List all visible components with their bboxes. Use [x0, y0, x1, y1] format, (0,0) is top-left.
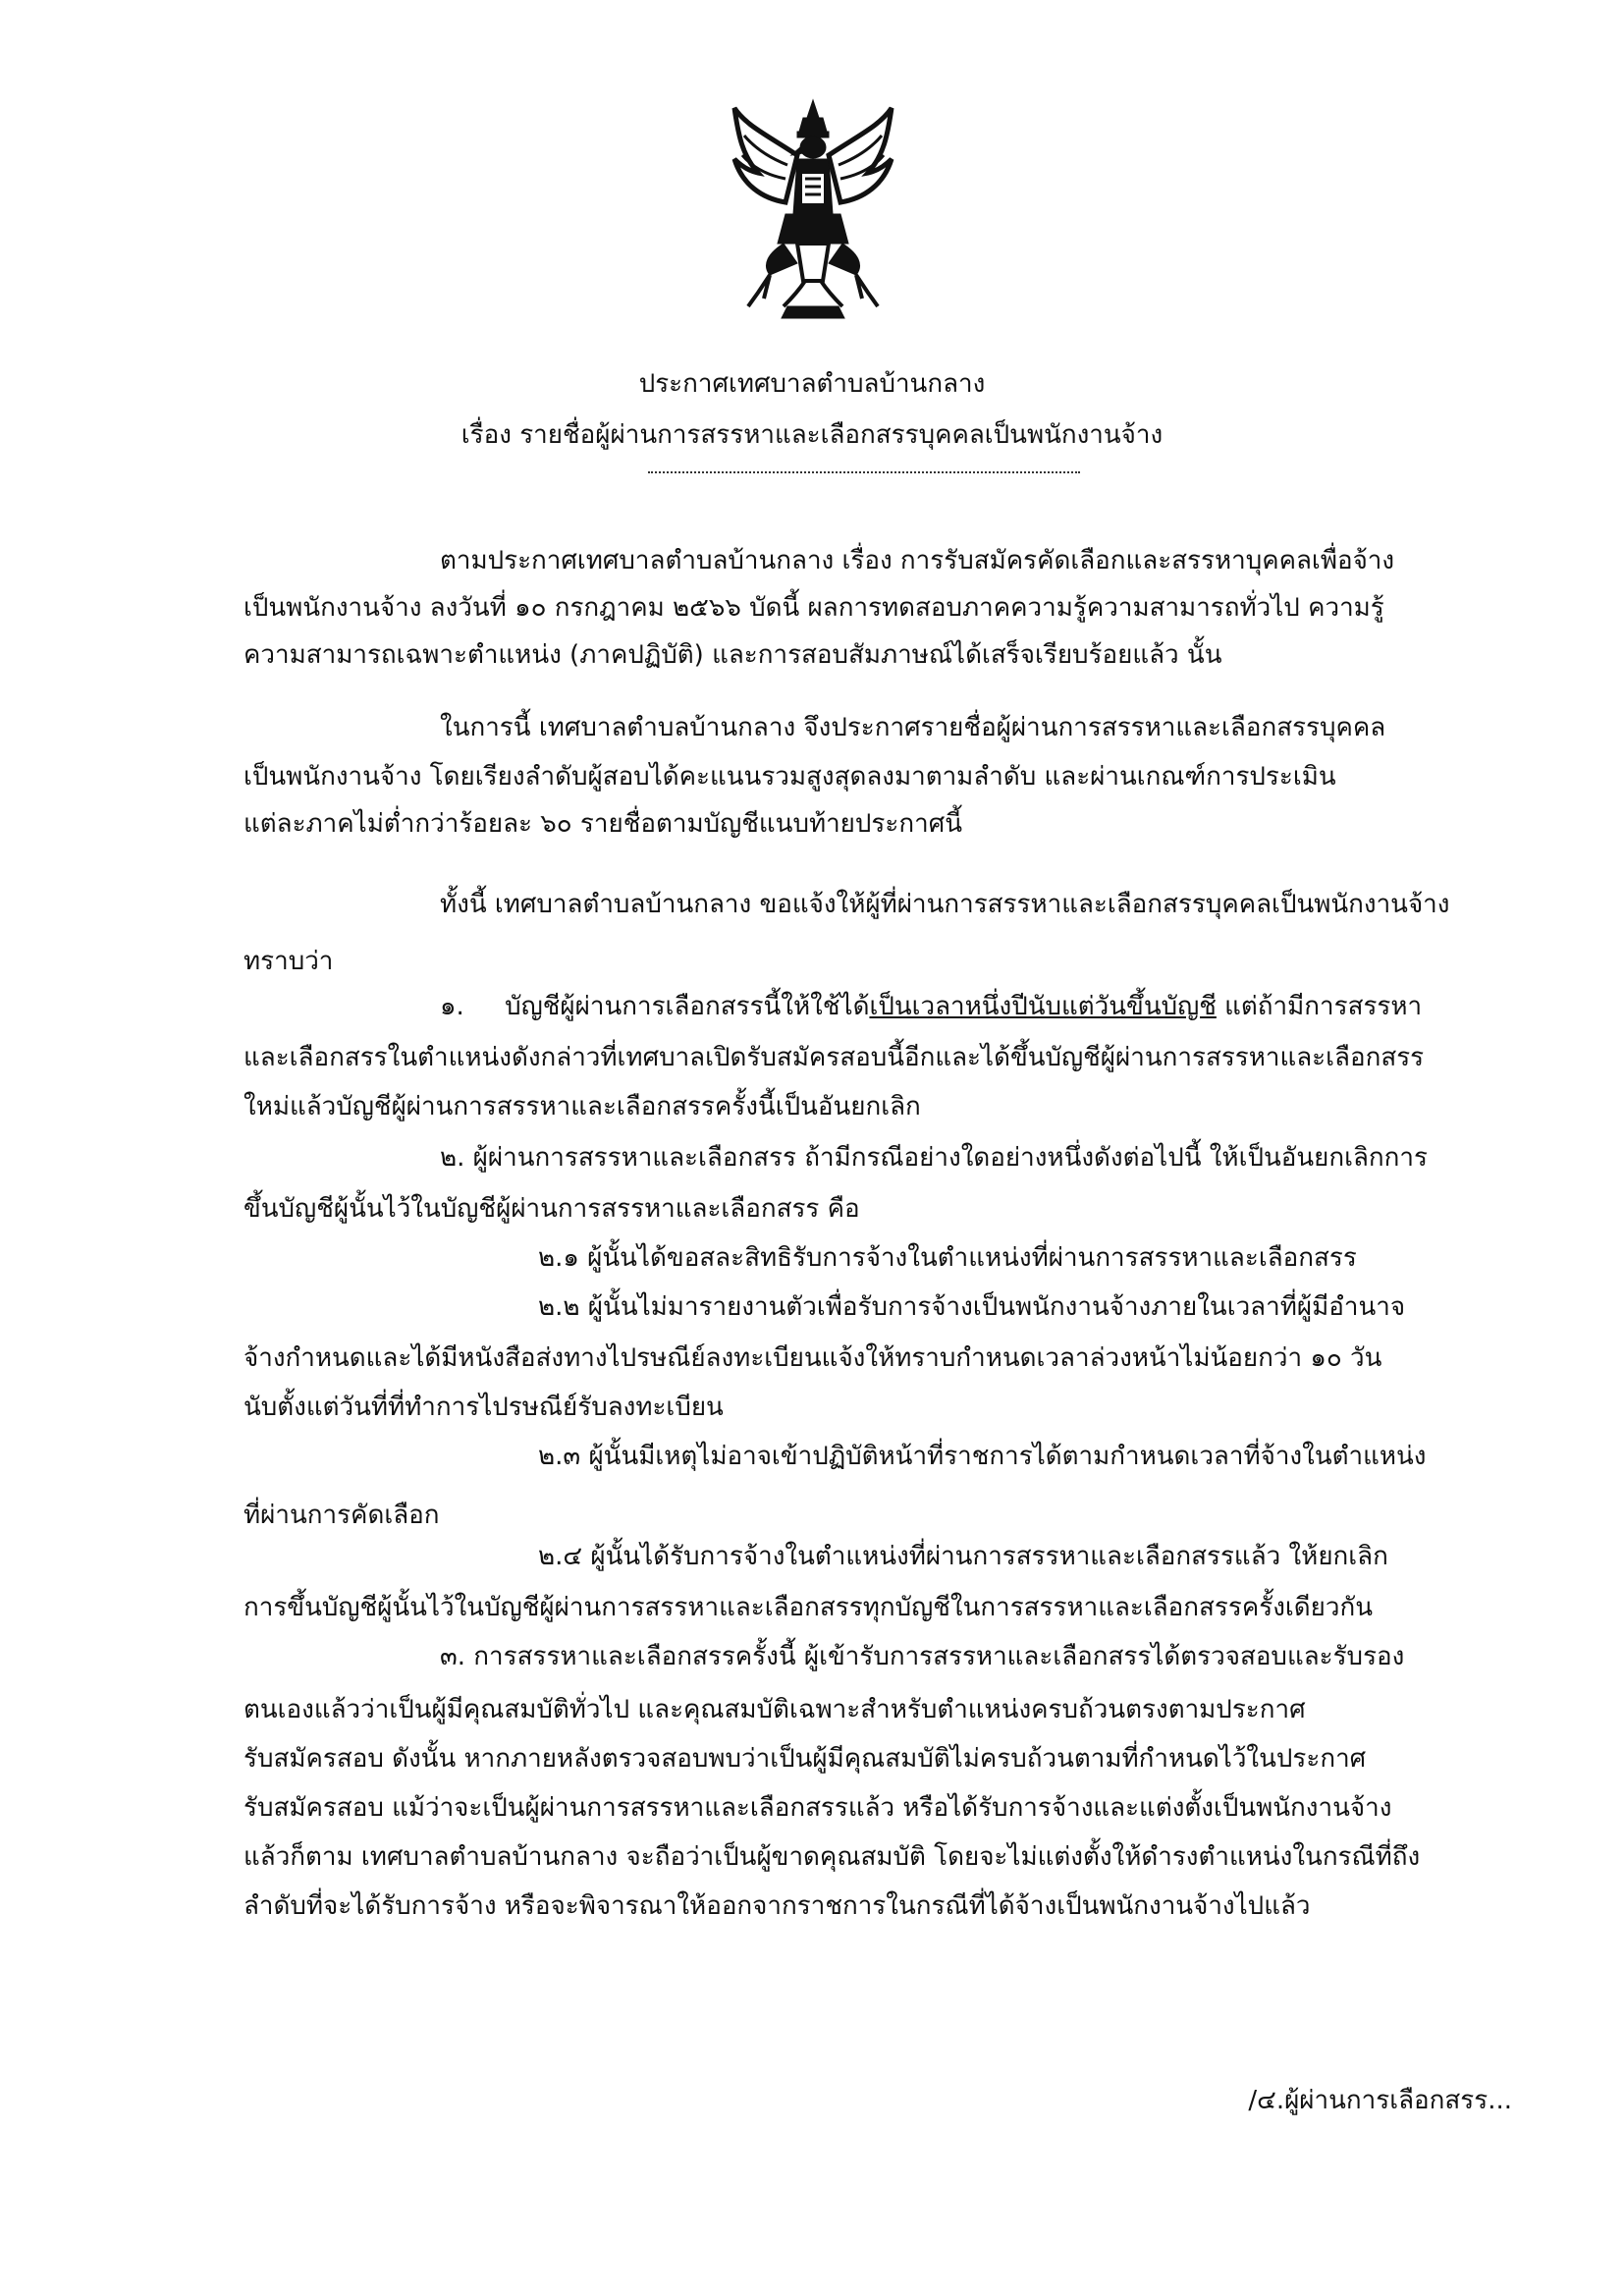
item-1-text: บัญชีผู้ผ่านการเลือกสรรนี้ให้ใช้ได้ — [505, 992, 870, 1021]
item-1-line-1 — [440, 988, 1422, 1025]
item-2-line-2: ขึ้นบัญชีผู้นั้นไว้ในบัญชีผู้ผ่านการสรรหาและเลือกสรร คือ — [244, 1194, 860, 1224]
item-3-line-6: ลำดับที่จะได้รับการจ้าง หรือจะพิจารณาให้ออกจากราชการในกรณีที่ได้จ้างเป็นพนักงานจ้างไปแล้ว — [244, 1891, 1311, 1921]
item-3-line-4: รับสมัครสอบ แม้ว่าจะเป็นผู้ผ่านการสรรหาและเลือกสรรแล้ว หรือได้รับการจ้างและแต่งตั้งเป็นพนักงานจ้าง — [244, 1793, 1392, 1823]
item-2-4-line-1: ๒.๔ ผู้นั้นได้รับการจ้างในตำแหน่งที่ผ่านการสรรหาและเลือกสรรแล้ว ให้ยกเลิก — [538, 1542, 1388, 1571]
item-2-1: ๒.๑ ผู้นั้นได้ขอสละสิทธิรับการจ้างในตำแหน่งที่ผ่านการสรรหาและเลือกสรร — [538, 1243, 1357, 1273]
paragraph-1-line-2: เป็นพนักงานจ้าง ลงวันที่ ๑๐ กรกฎาคม ๒๕๖๖ บัดนี้ ผลการทดสอบภาคความรู้ความสามารถทั่วไป ความรู้ — [244, 593, 1384, 623]
paragraph-1-line-3: ความสามารถเฉพาะตำแหน่ง (ภาคปฏิบัติ) และการสอบสัมภาษณ์ได้เสร็จเรียบร้อยแล้ว นั้น — [244, 640, 1222, 670]
item-1-validity-underlined: เป็นเวลาหนึ่งปีนับแต่วันขึ้นบัญชี — [869, 992, 1217, 1021]
item-1-line-2: และเลือกสรรในตำแหน่งดังกล่าวที่เทศบาลเปิดรับสมัครสอบนี้อีกและได้ขึ้นบัญชีผู้ผ่านการสรรหาและเลือกสรร — [244, 1043, 1425, 1072]
item-1-line-3: ใหม่แล้วบัญชีผู้ผ่านการสรรหาและเลือกสรรครั้งนี้เป็นอันยกเลิก — [244, 1092, 921, 1121]
item-2-4-line-2: การขึ้นบัญชีผู้นั้นไว้ในบัญชีผู้ผ่านการสรรหาและเลือกสรรทุกบัญชีในการสรรหาและเลือกสรรครั้งเดียวกัน — [244, 1593, 1374, 1622]
item-1-number: ๑. — [440, 992, 464, 1021]
item-2-2-line-2: จ้างกำหนดและได้มีหนังสือส่งทางไปรษณีย์ลงทะเบียนแจ้งให้ทราบกำหนดเวลาล่วงหน้าไม่น้อยกว่า ๑๐ วัน — [244, 1343, 1382, 1373]
paragraph-3-line-2: ทราบว่า — [244, 947, 334, 976]
paragraph-2-line-2: เป็นพนักงานจ้าง โดยเรียงลำดับผู้สอบได้คะแนนรวมสูงสุดลงมาตามลำดับ และผ่านเกณฑ์การประเมิน — [244, 762, 1336, 792]
item-3-line-3: รับสมัครสอบ ดังนั้น หากภายหลังตรวจสอบพบว่าเป็นผู้มีคุณสมบัติไม่ครบถ้วนตามที่กำหนดไว้ในประกาศ — [244, 1744, 1367, 1774]
garuda-emblem — [729, 96, 897, 324]
item-3-line-5: แล้วก็ตาม เทศบาลตำบลบ้านกลาง จะถือว่าเป็นผู้ขาดคุณสมบัติ โดยจะไม่แต่งตั้งให้ดำรงตำแหน่งในกรณีที่ถึง — [244, 1842, 1421, 1872]
paragraph-2-line-1: ในการนี้ เทศบาลตำบลบ้านกลาง จึงประกาศรายชื่อผู้ผ่านการสรรหาและเลือกสรรบุคคล — [440, 713, 1386, 742]
paragraph-2-line-3: แต่ละภาคไม่ต่ำกว่าร้อยละ ๖๐ รายชื่อตามบัญชีแนบท้ายประกาศนี้ — [244, 809, 962, 839]
paragraph-3-line-1: ทั้งนี้ เทศบาลตำบลบ้านกลาง ขอแจ้งให้ผู้ที่ผ่านการสรรหาและเลือกสรรบุคคลเป็นพนักงานจ้าง — [440, 890, 1450, 919]
item-2-2-line-3: นับตั้งแต่วันที่ที่ทำการไปรษณีย์รับลงทะเบียน — [244, 1393, 724, 1422]
item-3-line-1: ๓. การสรรหาและเลือกสรรครั้งนี้ ผู้เข้ารับการสรรหาและเลือกสรรได้ตรวจสอบและรับรอง — [440, 1642, 1405, 1671]
continued-next-page: /๔.ผู้ผ่านการเลือกสรร... — [1248, 2086, 1512, 2115]
dotted-divider — [648, 471, 1080, 473]
paragraph-1-line-1: ตามประกาศเทศบาลตำบลบ้านกลาง เรื่อง การรับสมัครคัดเลือกและสรรหาบุคคลเพื่อจ้าง — [440, 546, 1395, 575]
announcement-org-title: ประกาศเทศบาลตำบลบ้านกลาง — [638, 369, 986, 399]
item-2-3-line-2: ที่ผ่านการคัดเลือก — [244, 1501, 440, 1530]
item-2-2-line-1: ๒.๒ ผู้นั้นไม่มารายงานตัวเพื่อรับการจ้างเป็นพนักงานจ้างภายในเวลาที่ผู้มีอำนาจ — [538, 1292, 1406, 1322]
item-1-text-end: แต่ถ้ามีการสรรหา — [1216, 992, 1423, 1021]
item-3-line-2: ตนเองแล้วว่าเป็นผู้มีคุณสมบัติทั่วไป และคุณสมบัติเฉพาะสำหรับตำแหน่งครบถ้วนตรงตามประกาศ — [244, 1695, 1306, 1724]
item-2-3-line-1: ๒.๓ ผู้นั้นมีเหตุไม่อาจเข้าปฏิบัติหน้าที่ราชการได้ตามกำหนดเวลาที่จ้างในตำแหน่ง — [538, 1442, 1427, 1471]
item-2-line-1: ๒. ผู้ผ่านการสรรหาและเลือกสรร ถ้ามีกรณีอย่างใดอย่างหนึ่งดังต่อไปนี้ ให้เป็นอันยกเลิกการ — [440, 1143, 1428, 1173]
announcement-subject: เรื่อง รายชื่อผู้ผ่านการสรรหาและเลือกสรรบุคคลเป็นพนักงานจ้าง — [460, 420, 1164, 450]
